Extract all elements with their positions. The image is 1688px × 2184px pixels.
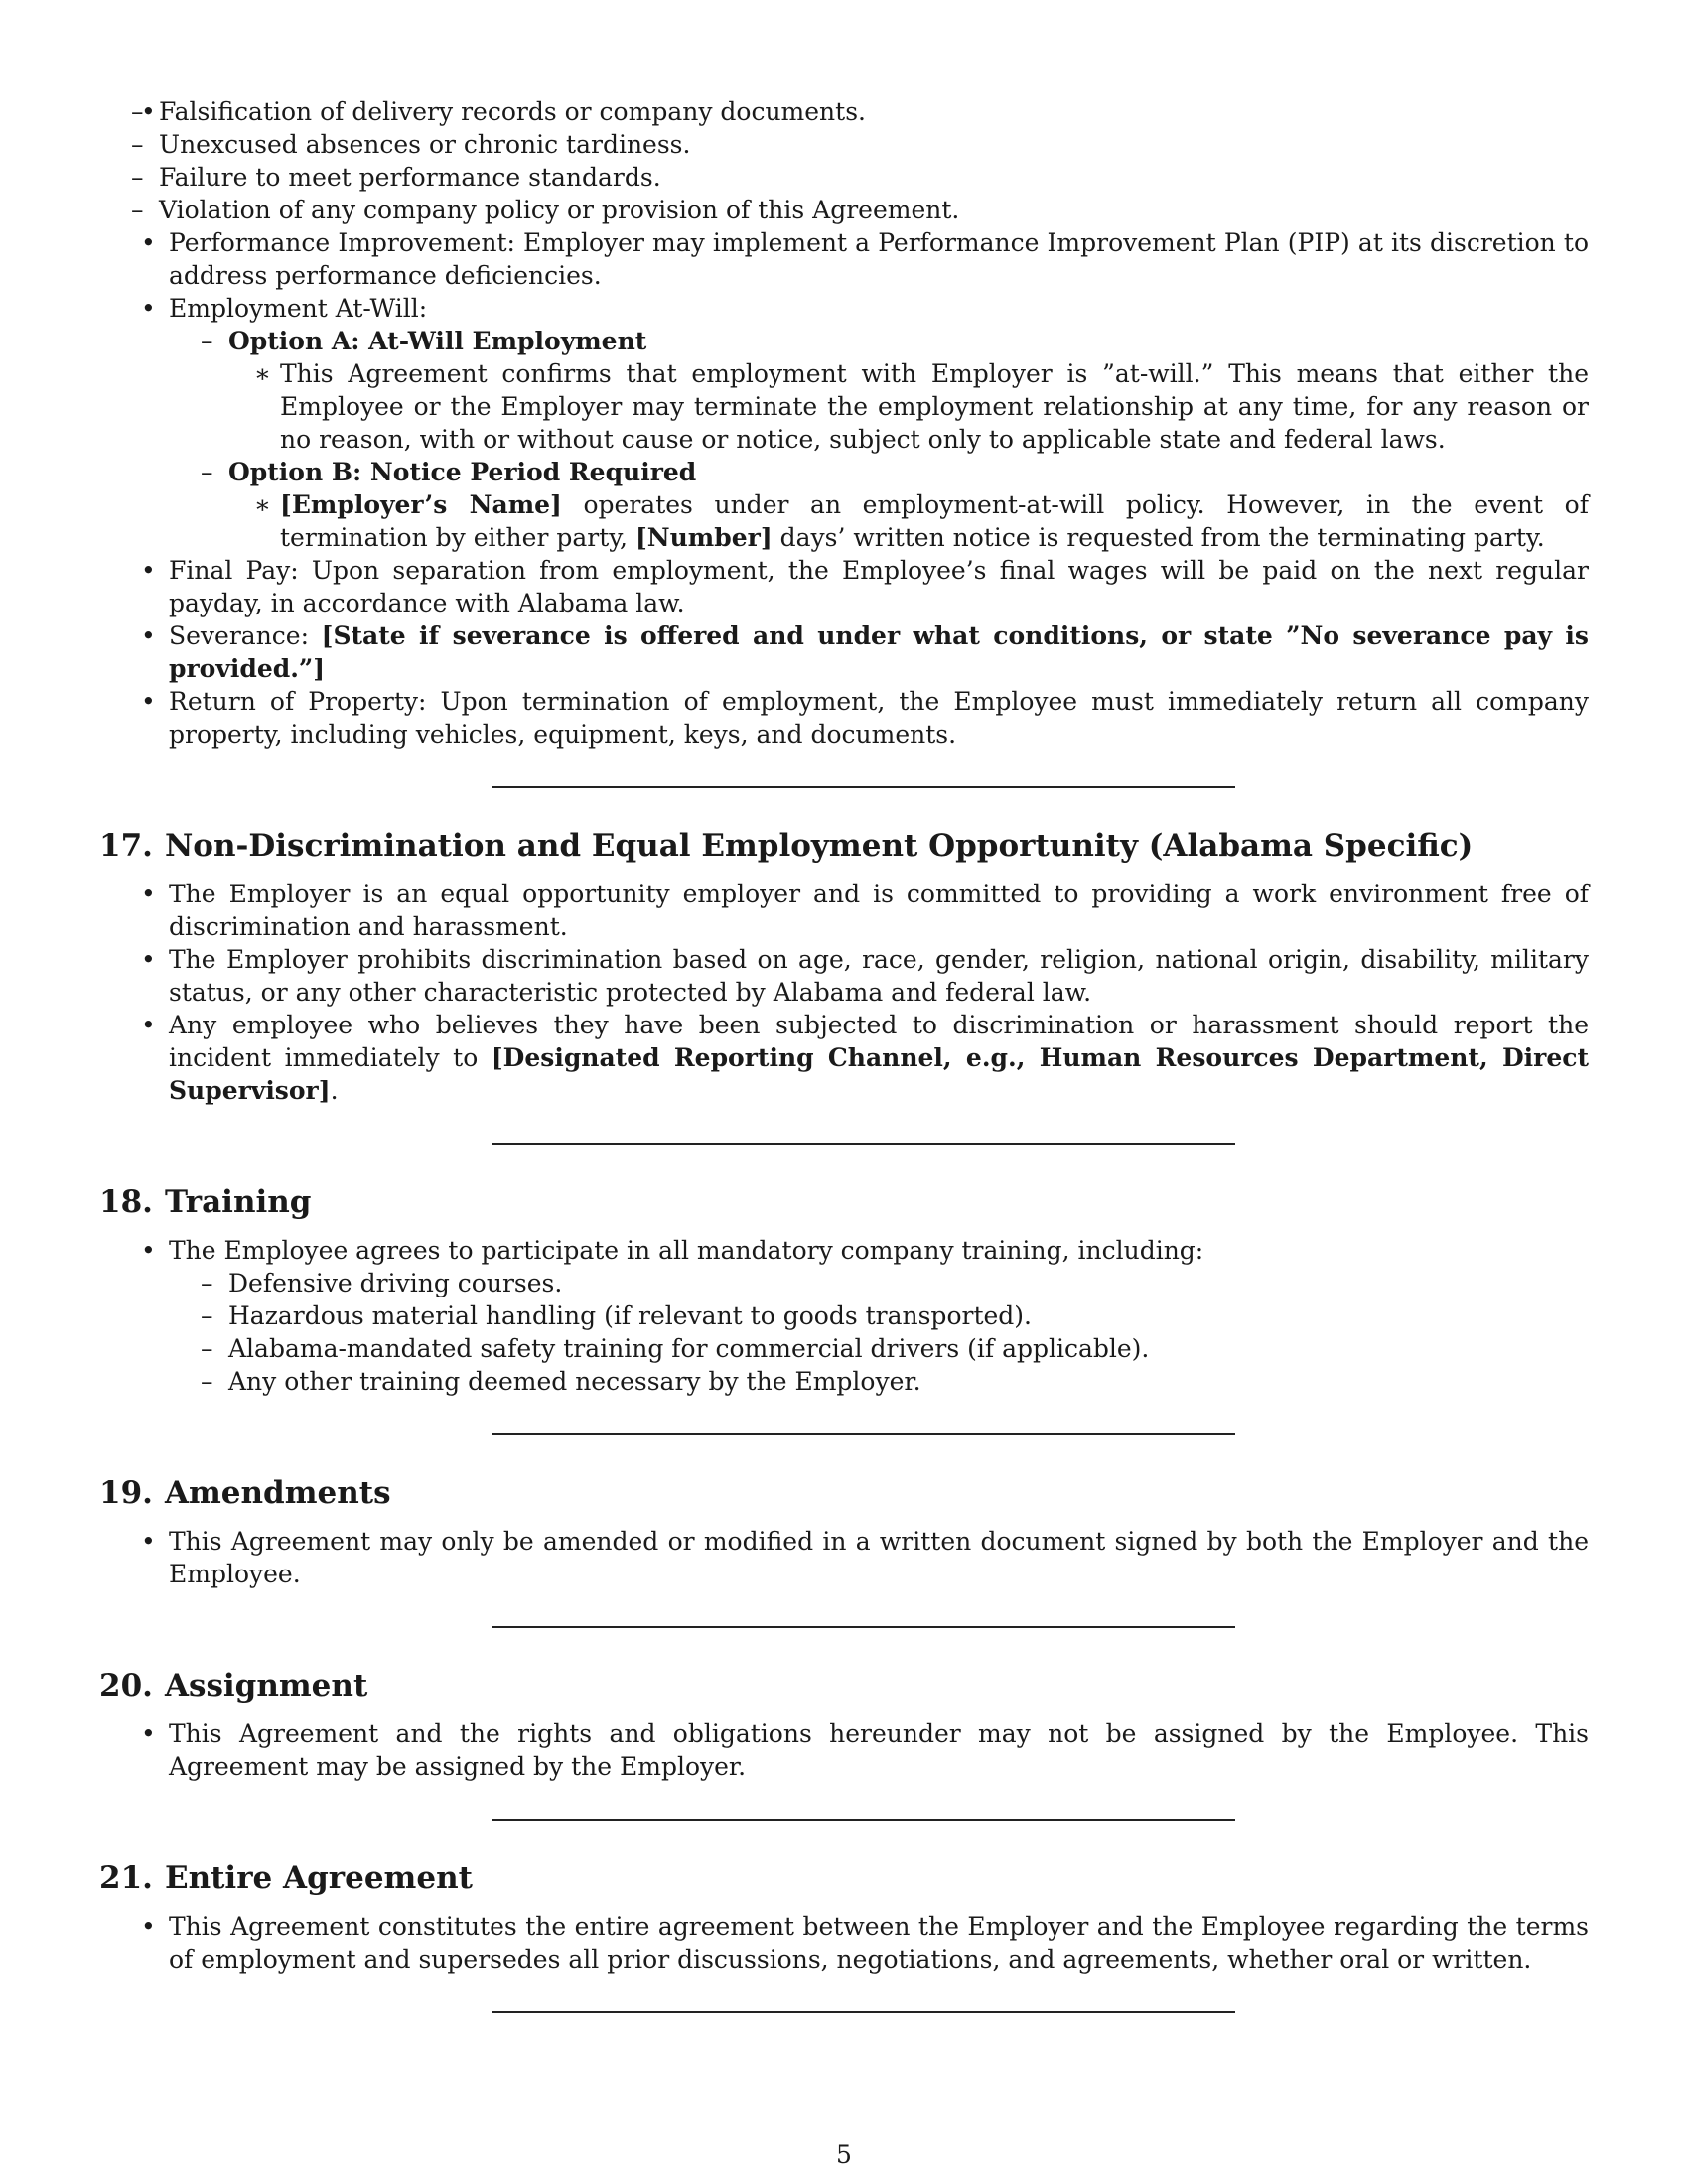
list-item: – Unexcused absences or chronic tardiness. bbox=[99, 128, 1589, 161]
termination-list bbox=[99, 95, 1589, 226]
list-item-final-pay: • Final Pay: Upon separation from employment, the Employee’s final wages will be paid on the next regular payday, in accordance with Alabama law. bbox=[99, 554, 1589, 619]
section-17-heading bbox=[99, 826, 1589, 866]
option-b-text-part: operates under an employment-at-will policy. However, in the event of termination by either party, bbox=[280, 490, 1589, 552]
section-19-heading bbox=[99, 1473, 1589, 1513]
option-a-list bbox=[228, 357, 1589, 456]
option-b-title: Option B: Notice Period Required bbox=[228, 458, 697, 486]
list-item-at-will bbox=[99, 292, 1589, 554]
section-number: 20. bbox=[99, 1668, 153, 1704]
list-item: – • Falsification of delivery records or company documents. bbox=[99, 95, 1589, 128]
option-b-text-part: days’ written notice is requested from the terminating party. bbox=[772, 523, 1545, 552]
at-will-label: Employment At-Will: bbox=[169, 294, 428, 323]
section-number: 18. bbox=[99, 1184, 153, 1220]
training-intro: The Employee agrees to participate in all mandatory company training, including: bbox=[169, 1236, 1204, 1265]
section-title: Entire Agreement bbox=[164, 1860, 473, 1896]
page-number: 5 bbox=[836, 2140, 852, 2169]
list-item: • The Employer prohibits discrimination based on age, race, gender, religion, national origin, disability, military status, or any other characteristic protected by Alabama and federal law. bbox=[99, 943, 1589, 1009]
section-number: 17. bbox=[99, 828, 153, 864]
option-a-title: Option A: At-Will Employment bbox=[228, 327, 647, 355]
severance-placeholder: [State if severance is offered and under what conditions, or state ”No severance pay is provided.”] bbox=[169, 621, 1589, 683]
section-divider bbox=[492, 1819, 1235, 1821]
item-text: Any employee who believes they have been subjected to discrimination or harassment should report the incident immediately to bbox=[169, 1011, 1589, 1072]
option-a-text: ∗ This Agreement confirms that employment with Employer is ”at-will.” This means that either the Employee or the Employer may terminate the employment relationship at any time, for any reason or no reason, with or without cause or notice, subject only to applicable state and federal laws. bbox=[228, 357, 1589, 456]
list-item: • The Employer is an equal opportunity employer and is committed to providing a work environment free of discrimination and harassment. bbox=[99, 878, 1589, 943]
at-will-options bbox=[169, 325, 1589, 554]
section-21-heading bbox=[99, 1858, 1589, 1898]
page-content bbox=[99, 95, 1589, 2051]
misconduct-sublist bbox=[99, 95, 1589, 226]
section-divider bbox=[492, 1143, 1235, 1145]
section-20-list bbox=[99, 1717, 1589, 1783]
section-number: 19. bbox=[99, 1475, 153, 1511]
section-17-list bbox=[99, 878, 1589, 1107]
employer-name-placeholder: [Employer’s Name] bbox=[280, 490, 562, 519]
option-a bbox=[169, 325, 1589, 456]
item-text: . bbox=[330, 1076, 339, 1105]
list-item-return-property: • Return of Property: Upon termination of employment, the Employee must immediately return all company property, including vehicles, equipment, keys, and documents. bbox=[99, 685, 1589, 751]
list-item: • This Agreement and the rights and obligations hereunder may not be assigned by the Employee. This Agreement may be assigned by the Employer. bbox=[99, 1717, 1589, 1783]
section-20-heading bbox=[99, 1666, 1589, 1706]
list-item: – Failure to meet performance standards. bbox=[99, 161, 1589, 194]
section-title: Assignment bbox=[164, 1668, 368, 1704]
section-19-list bbox=[99, 1525, 1589, 1590]
section-title: Non-Discrimination and Equal Employment Opportunity (Alabama Specific) bbox=[164, 828, 1474, 864]
termination-list-cont bbox=[99, 226, 1589, 751]
list-item: – Hazardous material handling (if relevant to goods transported). bbox=[169, 1299, 1589, 1332]
list-item: – Any other training deemed necessary by the Employer. bbox=[169, 1365, 1589, 1398]
option-b-text bbox=[228, 488, 1589, 554]
section-divider bbox=[492, 1433, 1235, 1435]
section-divider bbox=[492, 1626, 1235, 1628]
list-item: – Alabama-mandated safety training for commercial drivers (if applicable). bbox=[169, 1332, 1589, 1365]
list-item bbox=[99, 1009, 1589, 1107]
section-title: Training bbox=[164, 1184, 312, 1220]
section-21-list bbox=[99, 1910, 1589, 1976]
list-item bbox=[99, 95, 1589, 226]
section-divider bbox=[492, 786, 1235, 788]
option-b bbox=[169, 456, 1589, 554]
list-item bbox=[99, 1234, 1589, 1398]
number-placeholder: [Number] bbox=[634, 523, 773, 552]
section-number: 21. bbox=[99, 1860, 153, 1896]
section-divider bbox=[492, 2011, 1235, 2013]
section-18-heading bbox=[99, 1182, 1589, 1222]
list-item: • This Agreement constitutes the entire agreement between the Employer and the Employee regarding the terms of employment and supersedes all prior discussions, negotiations, and agreements, whether oral or written. bbox=[99, 1910, 1589, 1976]
section-title: Amendments bbox=[164, 1475, 391, 1511]
list-item: – Violation of any company policy or provision of this Agreement. bbox=[99, 194, 1589, 226]
option-b-list bbox=[228, 488, 1589, 554]
training-sublist bbox=[169, 1267, 1589, 1398]
list-item: – Defensive driving courses. bbox=[169, 1267, 1589, 1299]
list-item-severance bbox=[99, 619, 1589, 685]
section-18-list bbox=[99, 1234, 1589, 1398]
reporting-channel-placeholder: [Designated Reporting Channel, e.g., Human Resources Department, Direct Supervisor] bbox=[169, 1043, 1590, 1105]
severance-label: Severance: bbox=[169, 621, 322, 650]
list-item-performance: • Performance Improvement: Employer may implement a Performance Improvement Plan (PIP) at its discretion to address performance deficiencies. bbox=[99, 226, 1589, 292]
list-item: • This Agreement may only be amended or modified in a written document signed by both the Employer and the Employee. bbox=[99, 1525, 1589, 1590]
